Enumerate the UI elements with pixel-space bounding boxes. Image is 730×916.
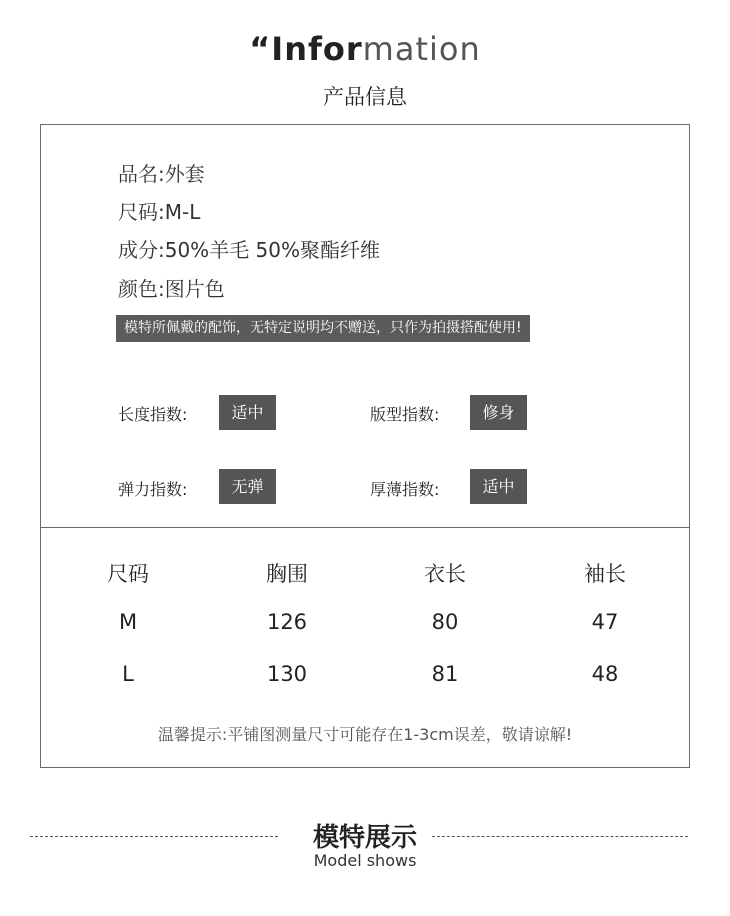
table-cell: M [118, 610, 138, 634]
section-title [0, 30, 730, 68]
accessory-notice: 模特所佩戴的配饰，无特定说明均不赠送，只作为拍摄搭配使用! [116, 315, 530, 342]
fit-index-value: 修身 [470, 395, 527, 430]
title-quote-mark: “ [249, 30, 272, 68]
table-header-chest: 胸围 [266, 562, 308, 586]
table-cell: 80 [431, 610, 459, 634]
product-size: 尺码:M-L [118, 200, 201, 224]
thickness-index-value: 适中 [470, 469, 527, 504]
product-color: 颜色:图片色 [118, 277, 225, 301]
length-index-value: 适中 [219, 395, 276, 430]
product-name: 品名:外套 [118, 162, 205, 186]
model-section-title: 模特展示 [312, 823, 417, 853]
measurement-tip: 温馨提示:平铺图测量尺寸可能存在1-3cm误差，敬请谅解! [157, 725, 573, 744]
table-cell: 47 [591, 610, 619, 634]
fit-index-label: 版型指数: [370, 405, 440, 424]
section-divider [40, 527, 690, 528]
thickness-index-label: 厚薄指数: [370, 480, 440, 499]
model-section-subtitle: Model shows [313, 851, 417, 870]
table-cell: 130 [266, 662, 308, 686]
product-material: 成分:50%羊毛 50%聚酯纤维 [118, 238, 381, 262]
table-cell: 48 [591, 662, 619, 686]
elasticity-index-value: 无弹 [219, 469, 276, 504]
table-cell: 126 [266, 610, 308, 634]
table-header-size: 尺码 [107, 562, 149, 586]
section-subtitle: 产品信息 [323, 85, 407, 109]
title-bold-part: Infor [271, 30, 363, 68]
table-header-sleeve: 袖长 [584, 562, 626, 586]
table-cell: L [122, 662, 134, 686]
table-header-length: 衣长 [424, 562, 466, 586]
title-light-part: mation [362, 30, 481, 68]
length-index-label: 长度指数: [118, 405, 188, 424]
elasticity-index-label: 弹力指数: [118, 480, 188, 499]
table-cell: 81 [431, 662, 459, 686]
